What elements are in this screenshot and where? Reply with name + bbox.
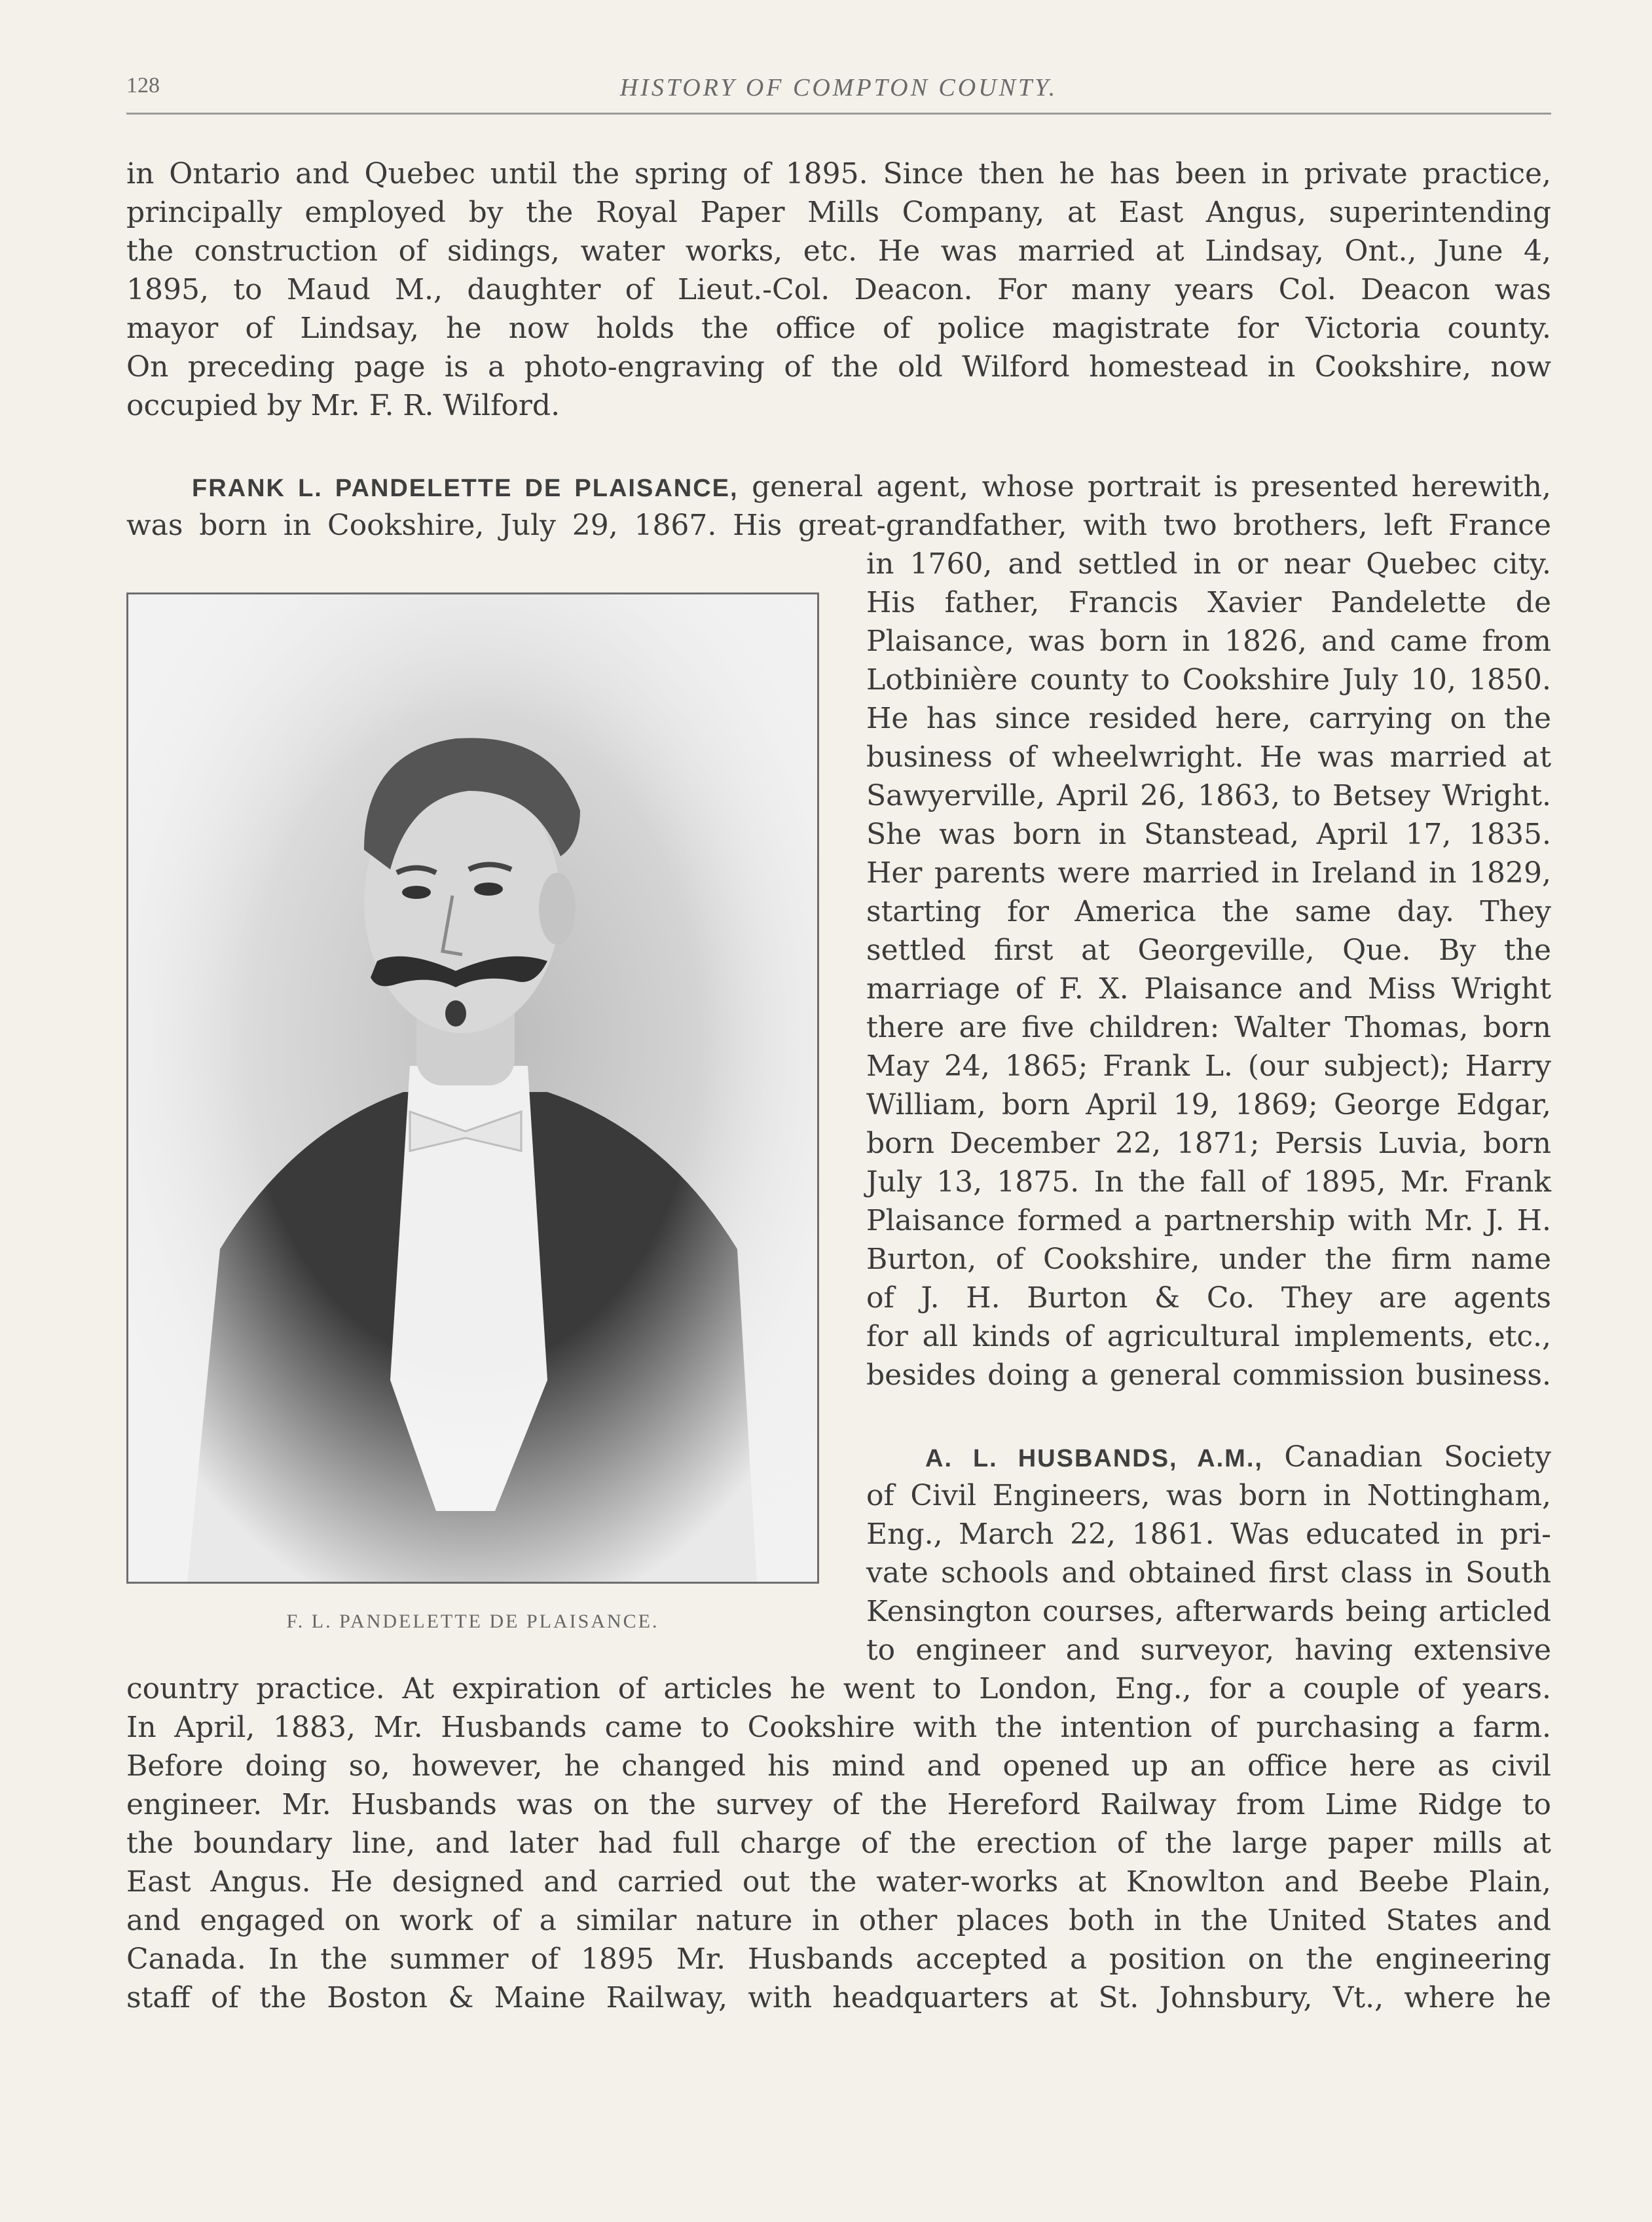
- text-line: besides doing a general commission business.: [866, 1358, 1551, 1392]
- text-line: staff of the Boston & Maine Railway, with headquarters at St. Johnsbury, Vt., where he: [126, 1981, 1551, 2014]
- text-line: Her parents were married in Ireland in 1829,: [866, 856, 1551, 890]
- text-line: in Ontario and Quebec until the spring of 1895. Since then he has been in private practice,: [126, 157, 1551, 191]
- text-line: Kensington courses, afterwards being articled: [866, 1595, 1551, 1628]
- portrait-caption: F. L. PANDELETTE DE PLAISANCE.: [286, 1611, 659, 1632]
- husbands-name-heading: A. L. HUSBANDS, A.M.,: [925, 1445, 1263, 1472]
- text-line: business of wheelwright. He was married at: [866, 740, 1551, 774]
- text-line: of J. H. Burton & Co. They are agents: [866, 1281, 1551, 1315]
- text-line: Sawyerville, April 26, 1863, to Betsey Wright.: [866, 779, 1551, 812]
- text-line: engineer. Mr. Husbands was on the survey of the Hereford Railway from Lime Ridge to: [126, 1788, 1551, 1821]
- text-line: Eng., March 22, 1861. Was educated in pri-: [866, 1518, 1551, 1551]
- page-header: [126, 73, 1551, 115]
- text-line: Burton, of Cookshire, under the firm name: [866, 1243, 1551, 1276]
- text-line: there are five children: Walter Thomas, born: [866, 1011, 1551, 1044]
- page-number: 128: [126, 73, 160, 98]
- text-line: vate schools and obtained first class in South: [866, 1556, 1551, 1590]
- text-line: Lotbinière county to Cookshire July 10, 1850.: [866, 663, 1551, 697]
- text-line: Plaisance, was born in 1826, and came from: [866, 625, 1551, 658]
- text-line: principally employed by the Royal Paper Mills Company, at East Angus, superintending: [126, 196, 1551, 229]
- plaisance-column: [866, 545, 1551, 1394]
- husbands-first-line-text: Canadian Society: [1284, 1440, 1551, 1474]
- text-line: On preceding page is a photo-engraving of the old Wilford homestead in Cookshire, now: [126, 350, 1551, 384]
- husbands-first-line: [866, 1438, 1551, 1476]
- text-line: settled first at Georgeville, Que. By the: [866, 934, 1551, 967]
- text-line: His father, Francis Xavier Pandelette de: [866, 586, 1551, 619]
- plaisance-first-line-text: general agent, whose portrait is presented herewith,: [752, 470, 1551, 503]
- text-line: country practice. At expiration of articles he went to London, Eng., for a couple of years.: [126, 1672, 1551, 1705]
- text-line: in 1760, and settled in or near Quebec city.: [866, 547, 1551, 581]
- text-line: marriage of F. X. Plaisance and Miss Wright: [866, 972, 1551, 1006]
- text-line: May 24, 1865; Frank L. (our subject); Harry: [866, 1049, 1551, 1083]
- text-line: occupied by Mr. F. R. Wilford.: [126, 389, 560, 422]
- text-line: to engineer and surveyor, having extensive: [866, 1633, 1551, 1667]
- text-line: Canada. In the summer of 1895 Mr. Husbands accepted a position on the engineering: [126, 1942, 1551, 1976]
- text-line: William, born April 19, 1869; George Edgar,: [866, 1088, 1551, 1121]
- portrait-photo: [126, 592, 819, 1584]
- text-line: mayor of Lindsay, he now holds the office of police magistrate for Victoria county.: [126, 312, 1551, 345]
- text-line: He has since resided here, carrying on the: [866, 702, 1551, 735]
- text-line: Plaisance formed a partnership with Mr. J. H.: [866, 1204, 1551, 1237]
- running-title: HISTORY OF COMPTON COUNTY.: [619, 74, 1058, 101]
- plaisance-name-heading: FRANK L. PANDELETTE DE PLAISANCE,: [192, 475, 739, 502]
- text-line: She was born in Stanstead, April 17, 1835.: [866, 818, 1551, 851]
- plaisance-first-line: [192, 467, 1551, 506]
- text-line: East Angus. He designed and carried out the water-works at Knowlton and Beebe Plain,: [126, 1865, 1551, 1899]
- text-line: of Civil Engineers, was born in Nottingham,: [866, 1479, 1551, 1512]
- text-line: Before doing so, however, he changed his mind and opened up an office here as civil: [126, 1749, 1551, 1783]
- text-line: the construction of sidings, water works, etc. He was married at Lindsay, Ont., June 4,: [126, 234, 1551, 268]
- text-line: starting for America the same day. They: [866, 895, 1551, 928]
- husbands-column: [866, 1438, 1551, 1669]
- text-line: for all kinds of agricultural implements, etc.,: [866, 1320, 1551, 1353]
- text-line: the boundary line, and later had full charge of the erection of the large paper mills at: [126, 1827, 1551, 1860]
- portrait-figure: [128, 594, 817, 1582]
- text-line: and engaged on work of a similar nature in other places both in the United States and: [126, 1904, 1551, 1937]
- text-line: was born in Cookshire, July 29, 1867. His great-grandfather, with two brothers, left France: [126, 509, 1551, 542]
- text-line: 1895, to Maud M., daughter of Lieut.-Col. Deacon. For many years Col. Deacon was: [126, 273, 1551, 306]
- text-line: July 13, 1875. In the fall of 1895, Mr. Frank: [866, 1165, 1551, 1199]
- text-line: born December 22, 1871; Persis Luvia, born: [866, 1127, 1551, 1160]
- text-line: In April, 1883, Mr. Husbands came to Cookshire with the intention of purchasing a farm.: [126, 1711, 1551, 1744]
